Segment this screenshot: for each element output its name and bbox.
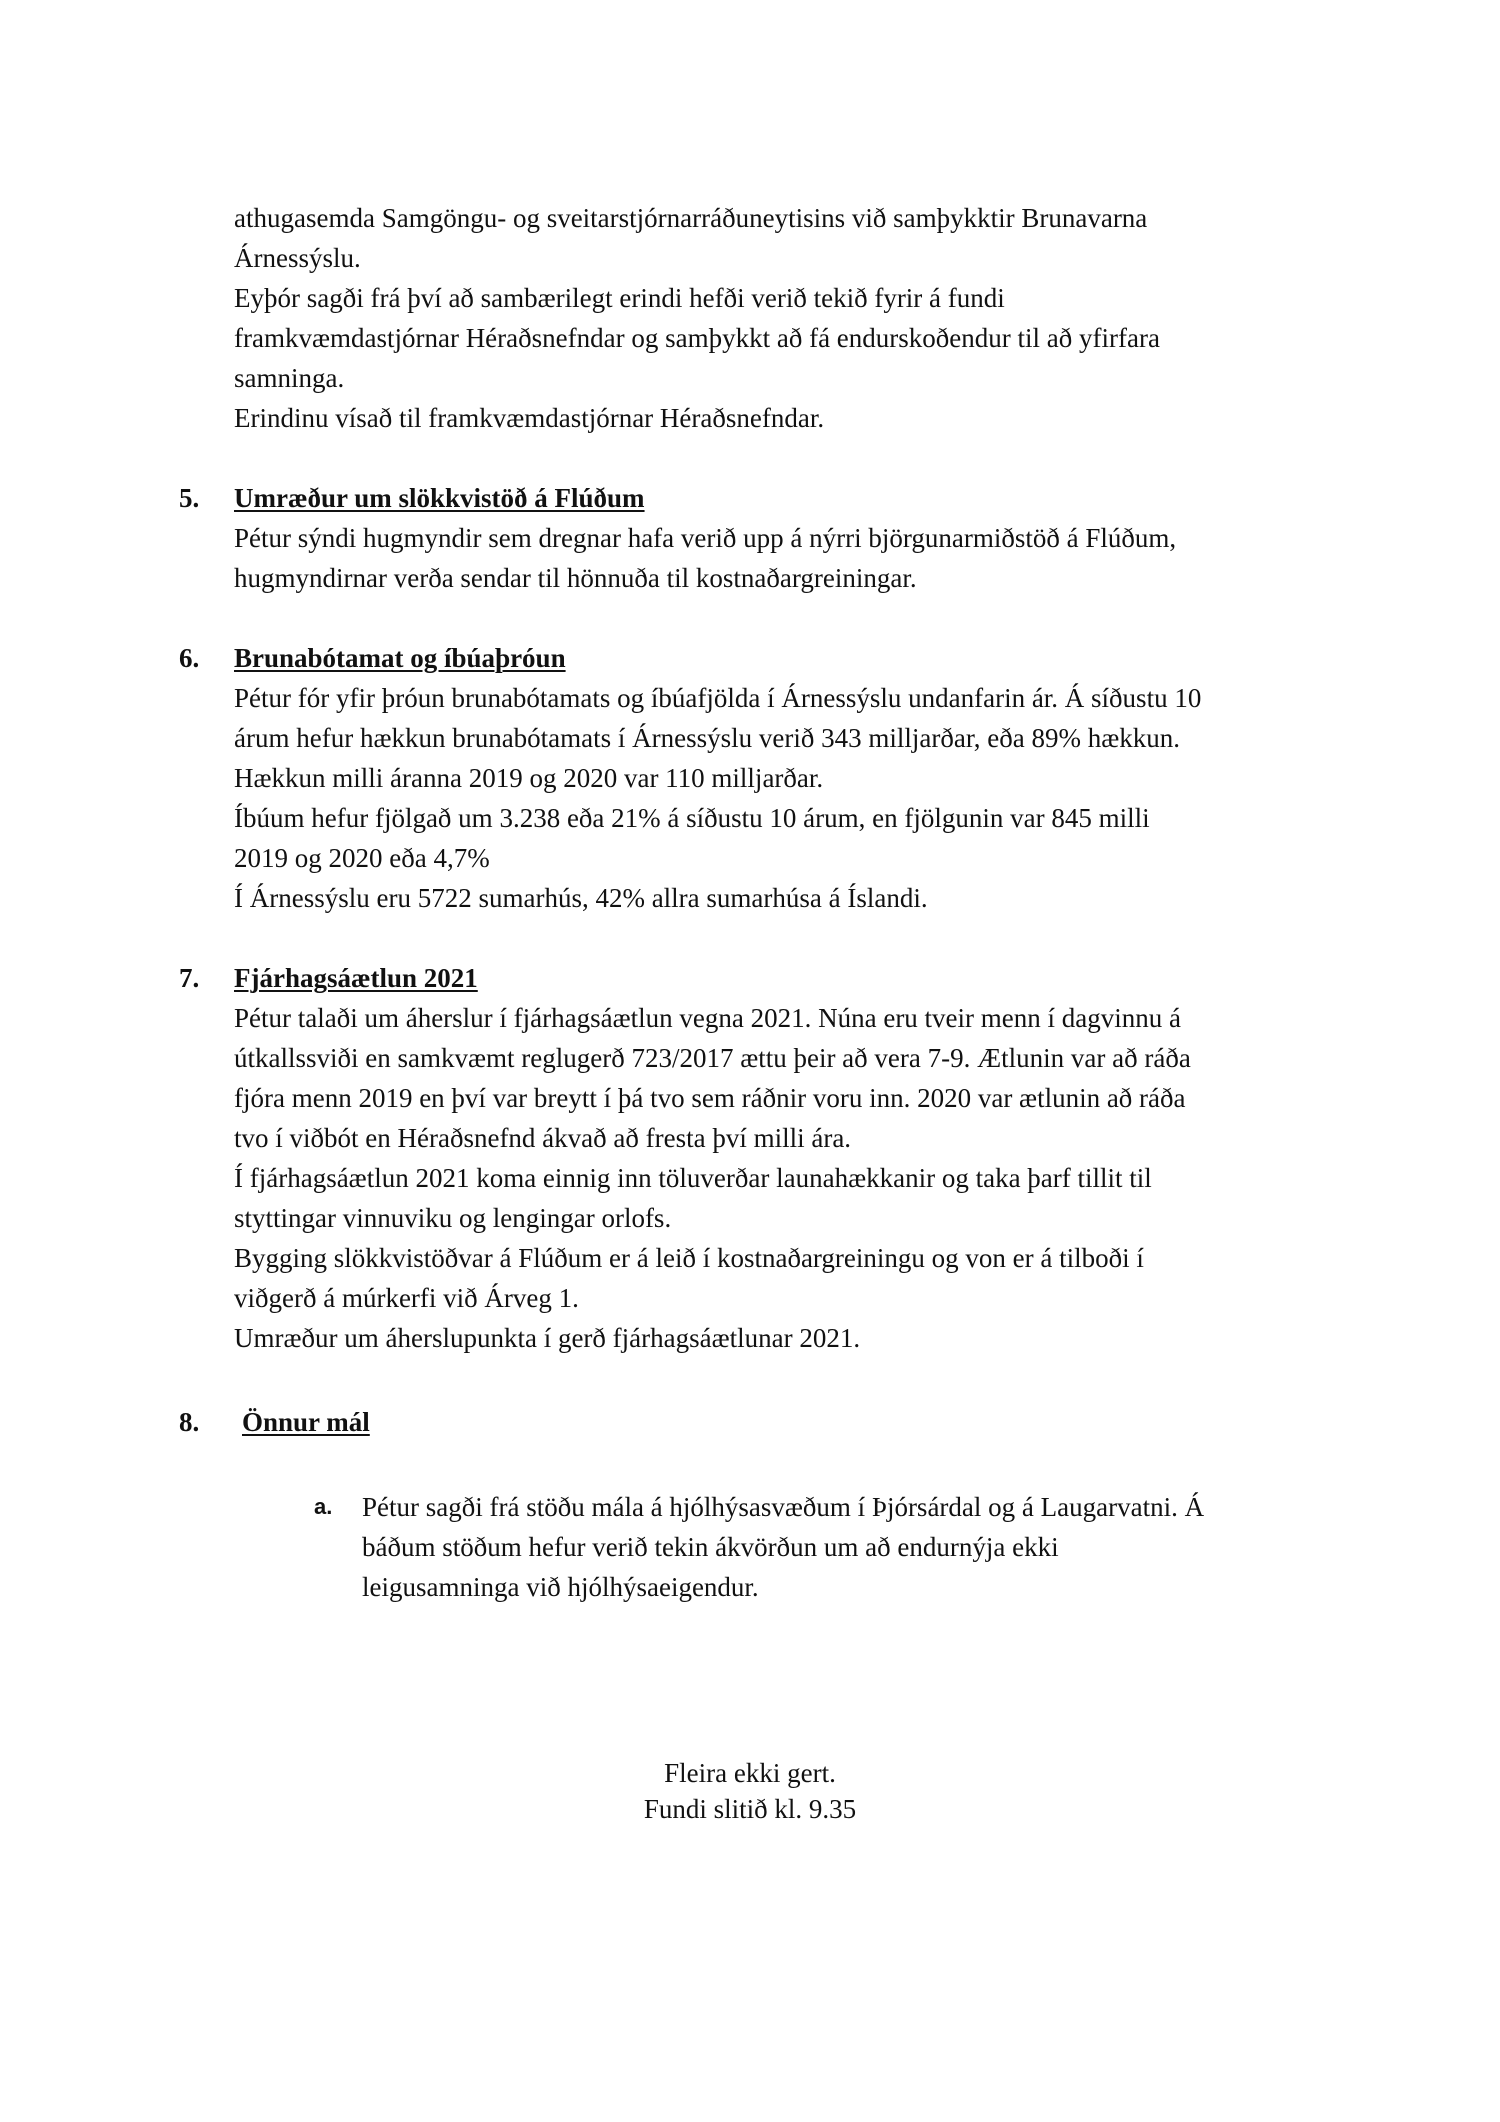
text-line: Pétur fór yfir þróun brunabótamats og íbúafjölda í Árnessýslu undanfarin ár. Á síðustu 10 [234,683,1202,713]
item-number: 8. [179,1407,200,1437]
intro-paragraph [234,198,1354,438]
item-number: 7. [179,963,200,993]
text-line: Bygging slökkvistöðvar á Flúðum er á leið í kostnaðargreiningu og von er á tilboði í [234,1243,1144,1273]
text-line: styttingar vinnuviku og lengingar orlofs. [234,1203,672,1233]
text-line: Erindinu vísað til framkvæmdastjórnar Héraðsnefndar. [234,403,825,433]
text-line: Í fjárhagsáætlun 2021 koma einnig inn töluverðar launahækkanir og taka þarf tillit til [234,1163,1152,1193]
text-line: tvo í viðbót en Héraðsnefnd ákvað að fresta því milli ára. [234,1123,852,1153]
item-heading: Fjárhagsáætlun 2021 [234,963,478,993]
text-line: Umræður um áherslupunkta í gerð fjárhagsáætlunar 2021. [234,1323,861,1353]
text-line: árum hefur hækkun brunabótamats í Árnessýslu verið 343 milljarðar, eða 89% hækkun. [234,723,1180,753]
item-heading: Brunabótamat og íbúaþróun [234,643,566,673]
item-heading: Önnur mál [242,1407,370,1437]
subitem-body [362,1487,1362,1607]
text-line: Pétur talaði um áherslur í fjárhagsáætlun vegna 2021. Núna eru tveir menn í dagvinnu á [234,1003,1181,1033]
item-body [234,678,1354,918]
text-line: framkvæmdastjórnar Héraðsnefndar og samþykkt að fá endurskoðendur til að yfirfara [234,323,1160,353]
text-line: útkallssviði en samkvæmt reglugerð 723/2017 ættu þeir að vera 7-9. Ætlunin var að ráða [234,1043,1191,1073]
text-line: Pétur sagði frá stöðu mála á hjólhýsasvæðum í Þjórsárdal og á Laugarvatni. Á [362,1492,1205,1522]
text-line: leigusamninga við hjólhýsaeigendur. [362,1572,759,1602]
item-heading: Umræður um slökkvistöð á Flúðum [234,483,645,513]
text-line: Árnessýslu. [234,243,361,273]
subitem-label: a. [314,1494,333,1519]
text-line: samninga. [234,363,345,393]
item-number: 6. [179,643,200,673]
item-body [234,518,1354,598]
text-line: Í Árnessýslu eru 5722 sumarhús, 42% allra sumarhúsa á Íslandi. [234,883,928,913]
item-body [234,998,1354,1358]
text-line: Hækkun milli áranna 2019 og 2020 var 110 milljarðar. [234,763,824,793]
text-line: báðum stöðum hefur verið tekin ákvörðun um að endurnýja ekki [362,1532,1059,1562]
closing-line: Fleira ekki gert. [664,1758,836,1788]
text-line: hugmyndirnar verða sendar til hönnuða til kostnaðargreiningar. [234,563,917,593]
closing-line: Fundi slitið kl. 9.35 [643,1794,857,1824]
text-line: 2019 og 2020 eða 4,7% [234,843,490,873]
text-line: Íbúum hefur fjölgað um 3.238 eða 21% á síðustu 10 árum, en fjölgunin var 845 milli [234,803,1150,833]
item-number: 5. [179,483,200,513]
text-line: Pétur sýndi hugmyndir sem dregnar hafa verið upp á nýrri björgunarmiðstöð á Flúðum, [234,523,1177,553]
text-line: viðgerð á múrkerfi við Árveg 1. [234,1283,579,1313]
text-line: Eyþór sagði frá því að sambærilegt erindi hefði verið tekið fyrir á fundi [234,283,1005,313]
text-line: fjóra menn 2019 en því var breytt í þá tvo sem ráðnir voru inn. 2020 var ætlunin að ráða [234,1083,1186,1113]
text-line: athugasemda Samgöngu- og sveitarstjórnarráðuneytisins við samþykktir Brunavarna [234,203,1148,233]
